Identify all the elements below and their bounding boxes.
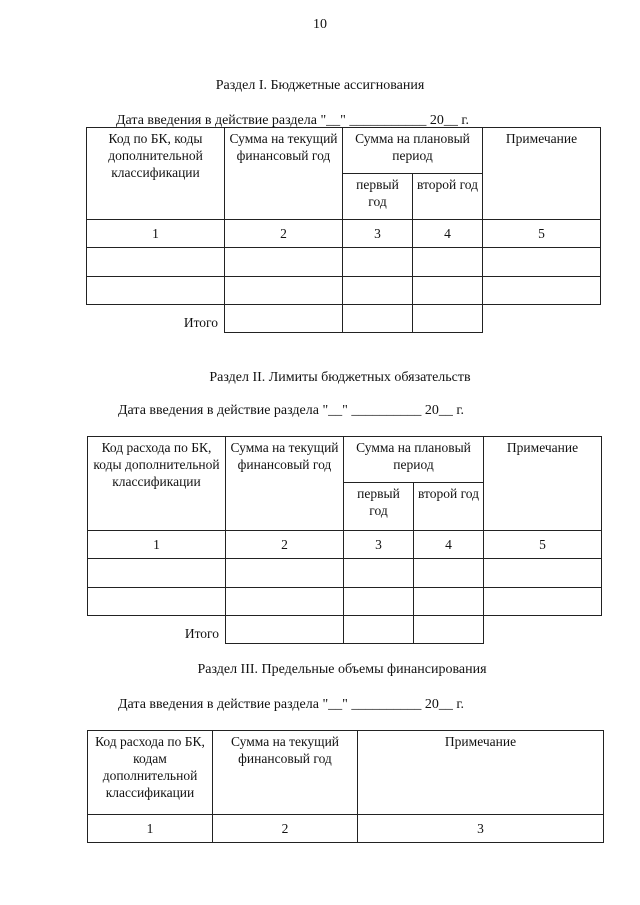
section-1-date-line: Дата введения в действие раздела "__" ___________ 20__ г.	[116, 113, 470, 128]
header-planned-period: Сумма на плановый период	[343, 128, 483, 174]
table-row	[88, 559, 602, 588]
col-number-2: 2	[225, 220, 343, 248]
header-second-year: второй год	[414, 483, 484, 531]
header-code: Код расхода по БК, кодам дополнительной классификации	[88, 731, 213, 815]
empty-cell	[484, 616, 602, 644]
table-row	[87, 248, 601, 277]
total-row	[87, 305, 601, 333]
table-cell	[484, 588, 602, 616]
table-cell	[483, 248, 601, 277]
table-cell	[88, 588, 226, 616]
section-2-title: Раздел II. Лимиты бюджетных обязательств	[209, 370, 471, 385]
table-cell	[226, 559, 344, 588]
col-number-3: 3	[344, 531, 414, 559]
col-number-1: 1	[87, 220, 225, 248]
table-cell	[226, 588, 344, 616]
total-label: Итого	[184, 625, 219, 641]
header-code: Код по БК, коды дополнительной классификации	[87, 128, 225, 220]
section-3-date-line: Дата введения в действие раздела "__" __________ 20__ г.	[118, 697, 465, 712]
column-number-row	[88, 531, 602, 559]
table-cell	[414, 588, 484, 616]
table-cell	[88, 559, 226, 588]
total-cell	[343, 305, 413, 333]
column-number-row	[87, 220, 601, 248]
table-cell	[414, 559, 484, 588]
section-2-table	[87, 436, 602, 644]
section-3-title: Раздел III. Предельные объемы финансирования	[197, 662, 487, 677]
section-2-date-line: Дата введения в действие раздела "__" __________ 20__ г.	[118, 403, 465, 418]
total-row	[88, 616, 602, 644]
page-number: 10	[313, 17, 327, 32]
table-cell	[413, 248, 483, 277]
table-cell	[484, 559, 602, 588]
col-number-5: 5	[483, 220, 601, 248]
table-cell	[87, 277, 225, 305]
section-3-table	[87, 730, 604, 843]
header-current-year-sum: Сумма на текущий финансовый год	[213, 731, 358, 815]
table-row	[87, 277, 601, 305]
header-planned-period: Сумма на плановый период	[344, 437, 484, 483]
col-number-3: 3	[343, 220, 413, 248]
total-cell	[413, 305, 483, 333]
table-cell	[343, 277, 413, 305]
total-cell	[344, 616, 414, 644]
col-number-1: 1	[88, 815, 213, 843]
table-cell	[87, 248, 225, 277]
total-cell	[225, 305, 343, 333]
section-1-table	[86, 127, 601, 333]
col-number-4: 4	[414, 531, 484, 559]
table-cell	[483, 277, 601, 305]
col-number-4: 4	[413, 220, 483, 248]
total-cell	[226, 616, 344, 644]
table-cell	[343, 248, 413, 277]
section-1-title: Раздел I. Бюджетные ассигнования	[215, 78, 425, 93]
empty-cell	[483, 305, 601, 333]
header-note: Примечание	[484, 437, 602, 531]
header-note: Примечание	[483, 128, 601, 220]
col-number-2: 2	[226, 531, 344, 559]
table-cell	[225, 248, 343, 277]
col-number-3: 3	[358, 815, 604, 843]
header-current-year-sum: Сумма на текущий финансовый год	[226, 437, 344, 531]
table-cell	[344, 559, 414, 588]
table-cell	[344, 588, 414, 616]
col-number-2: 2	[213, 815, 358, 843]
col-number-5: 5	[484, 531, 602, 559]
table-cell	[413, 277, 483, 305]
total-cell	[414, 616, 484, 644]
column-number-row	[88, 815, 604, 843]
table-row	[88, 588, 602, 616]
header-first-year: первый год	[344, 483, 414, 531]
total-label: Итого	[183, 314, 218, 330]
header-first-year: первый год	[343, 174, 413, 220]
header-note: Примечание	[358, 731, 604, 815]
header-current-year-sum: Сумма на текущий финансовый год	[225, 128, 343, 220]
col-number-1: 1	[88, 531, 226, 559]
table-cell	[225, 277, 343, 305]
header-second-year: второй год	[413, 174, 483, 220]
header-code: Код расхода по БК, коды дополнительной классификации	[88, 437, 226, 531]
